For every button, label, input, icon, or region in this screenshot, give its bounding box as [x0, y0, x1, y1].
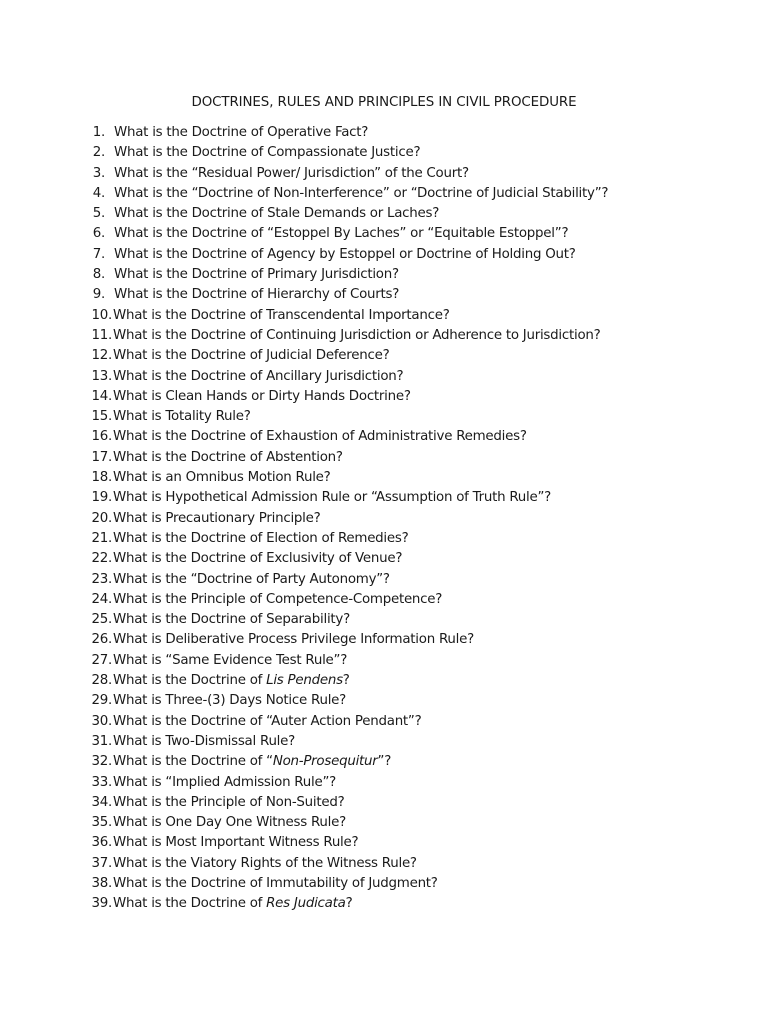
question-number: 14.: [91, 388, 112, 404]
question-text: [113, 429, 527, 444]
question-number: 31.: [91, 733, 112, 749]
question-number: 27.: [91, 652, 112, 668]
question-text-italic: Lis Pendens: [266, 673, 343, 689]
question-text: [113, 409, 251, 424]
question-item: [87, 123, 747, 143]
question-text: [113, 775, 336, 790]
question-text-segment: What is Totality Rule?: [113, 409, 251, 425]
question-text: [114, 206, 439, 221]
question-number: 9.: [92, 287, 105, 303]
question-number: 8.: [92, 267, 105, 283]
question-text-segment: What is the Principle of Competence-Competence?: [113, 591, 443, 607]
question-item: [87, 549, 747, 569]
question-text: [113, 450, 343, 465]
question-list: [87, 123, 747, 915]
question-number: 37.: [91, 855, 112, 871]
question-text-segment: What is Clean Hands or Dirty Hands Doctrine?: [113, 388, 411, 404]
question-text-segment: What is the Doctrine of Abstention?: [113, 449, 343, 465]
question-text-segment: What is Hypothetical Admission Rule or “Assumption of Truth Rule”?: [113, 490, 552, 506]
question-text-segment: What is “Same Evidence Test Rule”?: [113, 652, 348, 668]
question-item: [87, 224, 747, 244]
question-number: 16.: [91, 429, 112, 445]
question-item: [87, 590, 747, 610]
question-item: [87, 874, 747, 894]
question-item: [87, 833, 747, 853]
question-text: [114, 247, 576, 262]
question-item: [87, 448, 747, 468]
question-number: 21.: [91, 530, 112, 546]
question-number: 1.: [92, 125, 105, 140]
question-number: 28.: [91, 673, 112, 689]
question-item: [87, 143, 747, 163]
question-text: [113, 835, 358, 850]
question-text-segment: What is the Viatory Rights of the Witness Rule?: [113, 855, 417, 871]
question-text-segment: What is the Doctrine of Exhaustion of Administrative Remedies?: [113, 429, 527, 445]
question-text: [114, 226, 568, 241]
question-text-segment: ?: [345, 896, 353, 912]
question-item: [87, 164, 747, 184]
question-number: 29.: [91, 693, 112, 709]
question-text-segment: What is the Doctrine of “Auter Action Pendant”?: [113, 713, 422, 729]
question-number: 33.: [91, 774, 112, 790]
question-text-segment: What is the Doctrine of Stale Demands or Laches?: [114, 206, 440, 222]
question-text: [113, 795, 344, 810]
question-item: [87, 346, 747, 366]
question-text-segment: What is One Day One Witness Rule?: [113, 815, 346, 831]
question-item: [87, 285, 747, 305]
question-text: [113, 551, 402, 566]
question-item: [87, 854, 747, 874]
question-item: [87, 245, 747, 265]
question-number: 38.: [91, 875, 112, 891]
question-text: [114, 145, 420, 160]
question-item: [87, 468, 747, 488]
question-text: [113, 876, 438, 891]
question-text: [113, 328, 601, 343]
question-item: [87, 610, 747, 630]
question-text-segment: What is Two-Dismissal Rule?: [113, 733, 295, 749]
question-text: [114, 267, 399, 282]
question-number: 10.: [91, 307, 112, 323]
question-number: 20.: [91, 510, 112, 526]
question-text-segment: What is the Doctrine of Election of Remedies?: [113, 530, 409, 546]
question-item: [87, 387, 747, 407]
question-text-segment: What is “Implied Admission Rule”?: [113, 774, 336, 790]
question-text: [113, 531, 408, 546]
question-item: [87, 204, 747, 224]
question-item: [87, 630, 747, 650]
question-text-segment: What is Three-(3) Days Notice Rule?: [113, 693, 347, 709]
question-text-segment: What is Precautionary Principle?: [113, 510, 321, 526]
question-item: [87, 732, 747, 752]
question-text: [113, 572, 390, 587]
question-text-segment: What is the Doctrine of “: [113, 754, 273, 770]
question-item: [87, 367, 747, 387]
question-text: [114, 125, 368, 140]
question-text-segment: What is the Doctrine of Operative Fact?: [114, 125, 369, 140]
question-number: 24.: [91, 591, 112, 607]
question-number: 13.: [91, 368, 112, 384]
document-title: DOCTRINES, RULES AND PRINCIPLES IN CIVIL PROCEDURE: [191, 95, 577, 110]
question-number: 25.: [91, 612, 112, 628]
question-number: 12.: [91, 348, 112, 364]
question-text-segment: ?: [342, 673, 350, 689]
question-item: [87, 671, 747, 691]
question-item: [87, 752, 747, 772]
question-number: 18.: [91, 470, 112, 486]
question-text-segment: What is the Doctrine of Compassionate Justice?: [114, 145, 421, 161]
question-item: [87, 407, 747, 427]
question-text-segment: ”?: [377, 754, 392, 770]
question-text-segment: What is the Doctrine of Primary Jurisdiction?: [114, 267, 399, 283]
question-text-segment: What is the Principle of Non-Suited?: [113, 794, 345, 810]
question-text: [114, 186, 608, 201]
question-item: [87, 570, 747, 590]
question-item: [87, 712, 747, 732]
question-text-italic: Non-Prosequitur: [272, 754, 378, 770]
question-text: [113, 389, 411, 404]
question-number: 6.: [92, 226, 105, 242]
question-number: 22.: [91, 551, 112, 567]
question-text: [113, 673, 350, 688]
question-text: [113, 815, 346, 830]
question-text-segment: What is the Doctrine of: [113, 896, 267, 912]
question-number: 11.: [91, 327, 112, 343]
question-text: [113, 734, 295, 749]
question-item: [87, 529, 747, 549]
question-text: [113, 653, 347, 668]
question-number: 2.: [92, 145, 105, 161]
question-text-segment: What is the Doctrine of Continuing Jurisdiction or Adherence to Jurisdiction?: [113, 327, 601, 343]
question-text: [113, 308, 450, 323]
question-number: 3.: [92, 165, 105, 181]
question-text: [113, 896, 352, 911]
question-text-segment: What is the Doctrine of Judicial Deference?: [113, 348, 390, 364]
question-number: 23.: [91, 571, 112, 587]
question-item: [87, 894, 747, 914]
question-number: 32.: [91, 754, 112, 770]
question-text-italic: Res Judicata: [266, 896, 346, 912]
question-text-segment: What is an Omnibus Motion Rule?: [113, 470, 331, 486]
question-item: [87, 793, 747, 813]
question-text: [113, 511, 320, 526]
question-text: [113, 632, 474, 647]
question-text-segment: What is the “Doctrine of Non-Interference” or “Doctrine of Judicial Stability”?: [114, 185, 609, 201]
question-text-segment: What is the Doctrine of Transcendental Importance?: [113, 307, 450, 323]
question-text: [113, 592, 442, 607]
question-text: [113, 754, 391, 769]
question-text: [113, 856, 417, 871]
question-text: [113, 490, 551, 505]
question-text-segment: What is the Doctrine of Immutability of Judgment?: [113, 875, 438, 891]
question-text: [113, 612, 350, 627]
question-number: 19.: [91, 490, 112, 506]
question-text: [113, 693, 346, 708]
question-number: 15.: [91, 409, 112, 425]
question-item: [87, 651, 747, 671]
question-item: [87, 488, 747, 508]
question-item: [87, 427, 747, 447]
question-number: 4.: [92, 185, 105, 201]
question-number: 36.: [91, 835, 112, 851]
question-text: [113, 348, 389, 363]
question-text-segment: What is the Doctrine of “Estoppel By Laches” or “Equitable Estoppel”?: [114, 226, 569, 242]
question-item: [87, 773, 747, 793]
question-text-segment: What is the Doctrine of Ancillary Jurisdiction?: [113, 368, 404, 384]
question-item: [87, 691, 747, 711]
question-item: [87, 184, 747, 204]
question-text-segment: What is the Doctrine of Agency by Estoppel or Doctrine of Holding Out?: [114, 246, 576, 262]
question-text-segment: What is the Doctrine of: [113, 673, 267, 689]
question-item: [87, 306, 747, 326]
question-number: 39.: [91, 896, 112, 912]
question-text: [114, 287, 399, 302]
question-text: [114, 166, 469, 181]
question-text-segment: What is the “Doctrine of Party Autonomy”?: [113, 571, 390, 587]
question-number: 5.: [92, 206, 105, 222]
question-item: [87, 326, 747, 346]
question-number: 30.: [91, 713, 112, 729]
question-text-segment: What is the Doctrine of Exclusivity of Venue?: [113, 551, 403, 567]
question-number: 34.: [91, 794, 112, 810]
question-item: [87, 813, 747, 833]
question-text-segment: What is Deliberative Process Privilege Information Rule?: [113, 632, 474, 648]
question-item: [87, 265, 747, 285]
question-number: 35.: [91, 815, 112, 831]
question-item: [87, 509, 747, 529]
question-text: [113, 714, 421, 729]
question-text-segment: What is the “Residual Power/ Jurisdiction” of the Court?: [114, 165, 469, 181]
question-number: 26.: [91, 632, 112, 648]
question-text: [113, 369, 403, 384]
question-text: [113, 470, 331, 485]
question-text-segment: What is the Doctrine of Hierarchy of Courts?: [114, 287, 400, 303]
question-number: 17.: [91, 449, 112, 465]
question-number: 7.: [92, 246, 105, 262]
question-text-segment: What is Most Important Witness Rule?: [113, 835, 359, 851]
question-text-segment: What is the Doctrine of Separability?: [113, 612, 350, 628]
